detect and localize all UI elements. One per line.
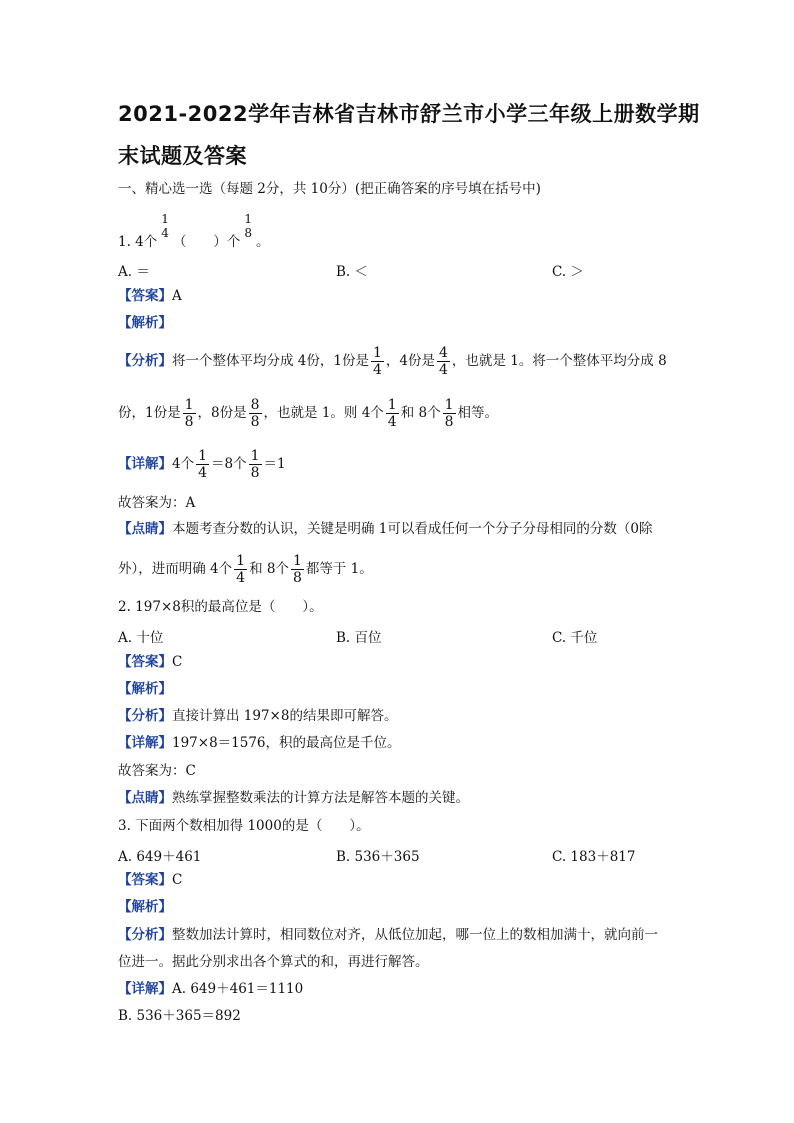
q2-xiangjie: 【详解】197×8＝1576，积的最高位是千位。 xyxy=(118,735,401,751)
q1-post: 。 xyxy=(256,233,270,250)
q2-fenxi: 【分析】直接计算出 197×8的结果即可解答。 xyxy=(118,708,398,724)
fraction: $\frac{1}{4}$ xyxy=(236,553,246,586)
q3-analysis-tag: 【解析】 xyxy=(118,899,172,915)
fraction: $\frac{1}{8}$ xyxy=(250,448,260,481)
q2-option-b: B. 百位 xyxy=(336,630,382,646)
q2-answer: 【答案】C xyxy=(118,654,183,670)
q3-fenxi-line2: 位进一。据此分别求出各个算式的和，再进行解答。 xyxy=(118,954,429,970)
fraction: 1 4 xyxy=(161,212,169,240)
q3-answer: 【答案】C xyxy=(118,872,183,888)
q3-option-c: C. 183＋817 xyxy=(552,849,636,865)
fraction: $\frac{1}{8}$ xyxy=(444,397,454,430)
fraction: $\frac{1}{4}$ xyxy=(372,345,382,378)
q1-analysis-tag: 【解析】 xyxy=(118,315,172,331)
q2-final: 故答案为：C xyxy=(118,763,196,779)
q1-mid: （ ）个 xyxy=(172,233,241,250)
fraction: $\frac{1}{8}$ xyxy=(184,397,194,430)
question-3: 3. 下面两个数相加得 1000的是（ ）。 xyxy=(118,818,370,834)
section-heading: 一、精心选一选（每题 2分，共 10分）(把正确答案的序号填在括号中) xyxy=(118,181,541,197)
question-1 xyxy=(118,212,270,250)
q2-option-c: C. 千位 xyxy=(552,630,598,646)
q1-fenxi-line1: 【分析】将一个整体平均分成 4份，1份是 $\frac{1}{4}$ ，4份是 $\frac{4}{4}$ ，也就是 1。将一个整体平均分成 8 xyxy=(118,345,667,378)
q1-dianjing-line2: 外），进而明确 4个 $\frac{1}{4}$ 和 8个 $\frac{1}{8}$ 都等于 1。 xyxy=(118,553,373,586)
q1-fenxi-line2: 份，1份是 $\frac{1}{8}$ ，8份是 $\frac{8}{8}$ ，也就是 1。则 4个 $\frac{1}{4}$ 和 8个 $\frac{1}{8}$ 相等。 xyxy=(118,397,499,430)
fraction: $\frac{1}{8}$ xyxy=(292,553,302,586)
q1-dianjing-line1: 【点睛】本题考查分数的认识，关键是明确 1可以看成任何一个分子分母相同的分数（0除 xyxy=(118,521,653,537)
doc-title-line1: 2021-2022学年吉林省吉林市舒兰市小学三年级上册数学期 xyxy=(118,102,700,126)
fraction: 1 8 xyxy=(244,212,253,240)
q1-option-b: B. ＜ xyxy=(336,264,369,280)
q1-option-c: C. ＞ xyxy=(552,264,584,280)
q1-pre: 1. 4个 xyxy=(118,233,158,250)
q3-xiangjie-a: 【详解】A. 649＋461＝1110 xyxy=(118,981,304,997)
q2-dianjing: 【点睛】熟练掌握整数乘法的计算方法是解答本题的关键。 xyxy=(118,790,469,806)
q3-fenxi-line1: 【分析】整数加法计算时，相同数位对齐，从低位加起，哪一位上的数相加满十，就向前一 xyxy=(118,927,658,943)
doc-title-line2: 末试题及答案 xyxy=(118,144,247,168)
fraction: $\frac{1}{4}$ xyxy=(198,448,208,481)
fraction: $\frac{4}{4}$ xyxy=(439,345,448,378)
q1-option-a: A. ＝ xyxy=(118,264,150,280)
fraction: $\frac{1}{4}$ xyxy=(387,397,397,430)
q3-option-b: B. 536＋365 xyxy=(336,849,420,865)
q2-option-a: A. 十位 xyxy=(118,630,164,646)
q1-answer: 【答案】A xyxy=(118,288,182,304)
q3-option-a: A. 649＋461 xyxy=(118,849,202,865)
fraction: $\frac{8}{8}$ xyxy=(250,397,260,430)
q1-xiangjie: 【详解】4个 $\frac{1}{4}$ ＝8个 $\frac{1}{8}$ ＝1 xyxy=(118,448,286,481)
question-2: 2. 197×8积的最高位是（ ）。 xyxy=(118,599,323,615)
q3-xiangjie-b: B. 536＋365＝892 xyxy=(118,1008,241,1024)
q2-analysis-tag: 【解析】 xyxy=(118,681,172,697)
q1-final: 故答案为：A xyxy=(118,495,196,511)
